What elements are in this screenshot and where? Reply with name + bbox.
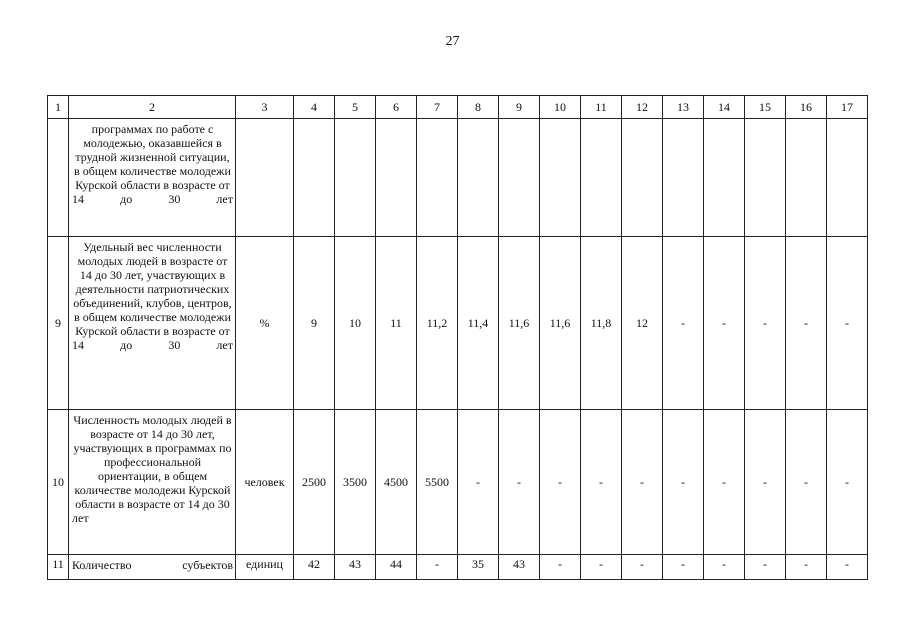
indicators-table — [47, 95, 868, 580]
value-cell: - — [540, 555, 581, 580]
value-cell: - — [663, 410, 704, 555]
value-cell: 3500 — [335, 410, 376, 555]
column-header: 17 — [827, 96, 868, 119]
unit-cell — [236, 119, 294, 237]
unit-cell: человек — [236, 410, 294, 555]
column-header: 7 — [417, 96, 458, 119]
value-cell: 11,6 — [540, 237, 581, 410]
value-cell: - — [663, 555, 704, 580]
indicator-description: Количество субъектов — [69, 555, 236, 580]
column-header: 1 — [48, 96, 69, 119]
value-cell: 43 — [499, 555, 540, 580]
value-cell — [458, 119, 499, 237]
value-cell: - — [827, 555, 868, 580]
value-cell: 42 — [294, 555, 335, 580]
value-cell: 11,6 — [499, 237, 540, 410]
value-cell — [786, 119, 827, 237]
value-cell: - — [704, 237, 745, 410]
value-cell: - — [417, 555, 458, 580]
value-cell: 11,2 — [417, 237, 458, 410]
row-number: 9 — [48, 237, 69, 410]
value-cell — [540, 119, 581, 237]
value-cell: - — [663, 237, 704, 410]
value-cell: - — [581, 555, 622, 580]
value-cell — [827, 119, 868, 237]
value-cell — [663, 119, 704, 237]
indicator-description: программах по работе с молодежью, оказавшейся в трудной жизненной ситуации, в общем количестве молодежи Курской области в возрасте от 14 до 30 лет — [69, 119, 236, 237]
value-cell: - — [786, 555, 827, 580]
value-cell: - — [745, 237, 786, 410]
unit-cell: % — [236, 237, 294, 410]
value-cell: 5500 — [417, 410, 458, 555]
value-cell — [499, 119, 540, 237]
value-cell — [335, 119, 376, 237]
value-cell: - — [499, 410, 540, 555]
value-cell — [376, 119, 417, 237]
value-cell: 10 — [335, 237, 376, 410]
column-header: 15 — [745, 96, 786, 119]
column-header: 10 — [540, 96, 581, 119]
value-cell: 11,4 — [458, 237, 499, 410]
value-cell — [745, 119, 786, 237]
row-number: 11 — [48, 555, 69, 580]
value-cell: - — [704, 555, 745, 580]
column-header: 14 — [704, 96, 745, 119]
column-header: 12 — [622, 96, 663, 119]
value-cell: - — [827, 410, 868, 555]
value-cell: - — [622, 555, 663, 580]
value-cell: - — [581, 410, 622, 555]
value-cell: 9 — [294, 237, 335, 410]
value-cell: - — [745, 555, 786, 580]
column-header: 6 — [376, 96, 417, 119]
value-cell — [704, 119, 745, 237]
value-cell: 2500 — [294, 410, 335, 555]
table-row — [48, 555, 868, 580]
value-cell — [622, 119, 663, 237]
column-header: 13 — [663, 96, 704, 119]
value-cell: 43 — [335, 555, 376, 580]
column-header: 16 — [786, 96, 827, 119]
column-header: 3 — [236, 96, 294, 119]
value-cell — [581, 119, 622, 237]
value-cell: - — [827, 237, 868, 410]
value-cell: - — [786, 410, 827, 555]
column-header: 9 — [499, 96, 540, 119]
value-cell — [417, 119, 458, 237]
table-row — [48, 237, 868, 410]
table-row — [48, 119, 868, 237]
value-cell — [294, 119, 335, 237]
value-cell: 11 — [376, 237, 417, 410]
value-cell: 4500 — [376, 410, 417, 555]
value-cell: - — [458, 410, 499, 555]
row-number: 10 — [48, 410, 69, 555]
value-cell: - — [540, 410, 581, 555]
unit-cell: единиц — [236, 555, 294, 580]
column-header: 8 — [458, 96, 499, 119]
value-cell: 11,8 — [581, 237, 622, 410]
column-header: 5 — [335, 96, 376, 119]
value-cell: 12 — [622, 237, 663, 410]
value-cell: - — [704, 410, 745, 555]
indicator-description: Численность молодых людей в возрасте от 14 до 30 лет, участвующих в программах по профессиональной ориентации, в общем количестве молодежи Курской области в возрасте от 14 до 30 лет — [69, 410, 236, 555]
table-row — [48, 410, 868, 555]
value-cell: 44 — [376, 555, 417, 580]
value-cell: - — [745, 410, 786, 555]
column-header: 11 — [581, 96, 622, 119]
page-number: 27 — [445, 34, 460, 49]
header-row — [48, 96, 868, 119]
value-cell: - — [786, 237, 827, 410]
indicator-description: Удельный вес численности молодых людей в возрасте от 14 до 30 лет, участвующих в деятельности патриотических объединений, клубов, центров, в общем количестве молодежи Курской области в возрасте от 14 до 30 лет — [69, 237, 236, 410]
row-number — [48, 119, 69, 237]
value-cell: - — [622, 410, 663, 555]
column-header: 2 — [69, 96, 236, 119]
column-header: 4 — [294, 96, 335, 119]
value-cell: 35 — [458, 555, 499, 580]
